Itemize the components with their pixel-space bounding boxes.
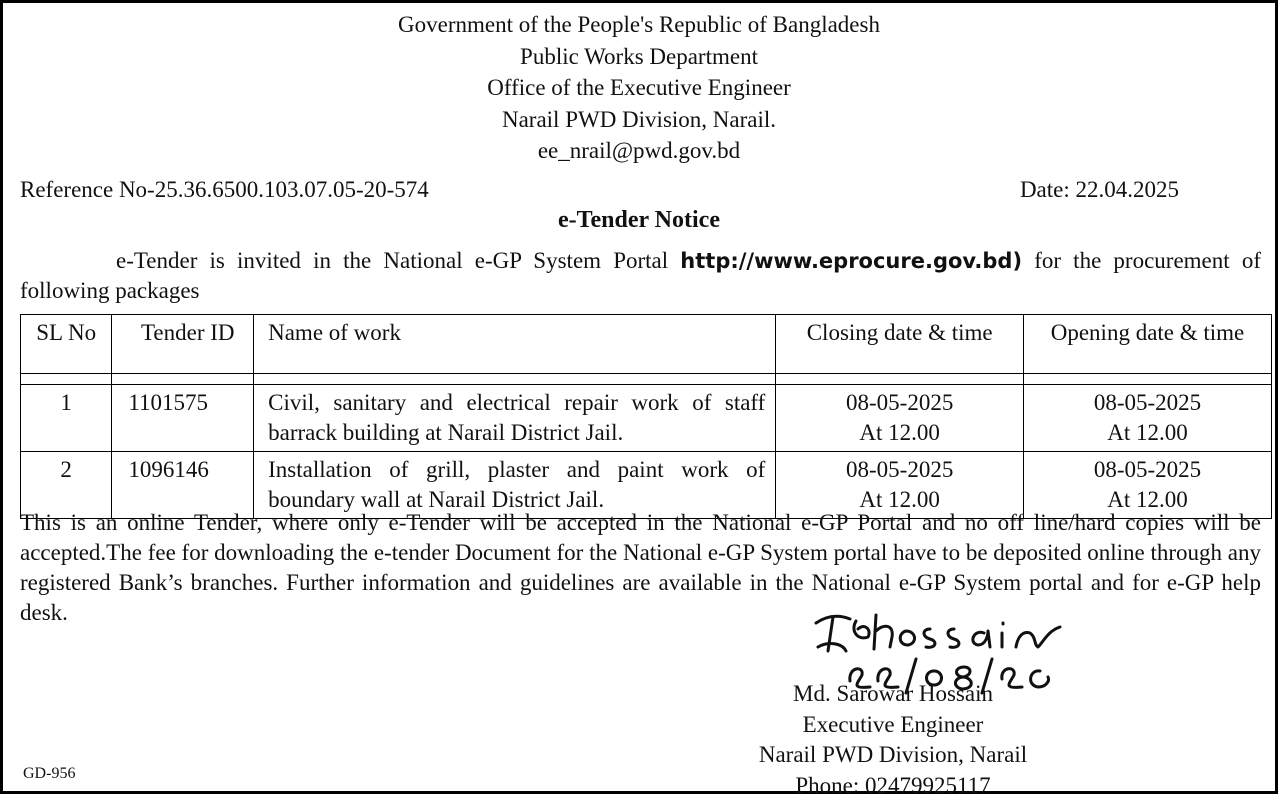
table-spacer-row (21, 374, 1272, 385)
intro-text-before: e-Tender is invited in the National e-GP System Portal (116, 248, 680, 273)
signatory-office: Narail PWD Division, Narail (743, 740, 1043, 771)
letterhead-office: Office of the Executive Engineer (3, 72, 1275, 104)
intro-text-after: for the procurement of following packages (20, 248, 1261, 303)
table-header-row (21, 315, 1272, 374)
reference-line (20, 177, 1179, 203)
header-closing: Closing date & time (776, 315, 1024, 374)
header-name-of-work: Name of work (254, 315, 776, 374)
letterhead-email: ee_nrail@pwd.gov.bd (3, 135, 1275, 167)
signatory-name: Md. Sarowar Hossain (743, 679, 1043, 710)
reference-number: Reference No-25.36.6500.103.07.05-20-574 (20, 177, 429, 203)
intro-paragraph (20, 246, 1261, 306)
row-sl: 2 (21, 452, 112, 519)
header-sl-no: SL No (21, 315, 112, 374)
opening-date: 08-05-2025 (1030, 388, 1265, 418)
signatory-block (743, 679, 1043, 801)
opening-time: At 12.00 (1030, 418, 1265, 448)
header-opening: Opening date & time (1024, 315, 1272, 374)
row-tender-id: 1101575 (112, 385, 254, 452)
letterhead-division: Narail PWD Division, Narail. (3, 104, 1275, 136)
notice-title: e-Tender Notice (3, 207, 1275, 234)
table-row (21, 385, 1272, 452)
closing-date: 08-05-2025 (782, 388, 1017, 418)
row-name-of-work: Installation of grill, plaster and paint work of boundary wall at Narail District Jail. (254, 452, 776, 519)
opening-time: At 12.00 (1030, 485, 1265, 515)
document-code: GD-956 (23, 765, 75, 783)
tender-table (20, 314, 1272, 519)
row-sl: 1 (21, 385, 112, 452)
letterhead (3, 9, 1275, 167)
footer-paragraph: This is an online Tender, where only e-Tender will be accepted in the National e-GP Portal and no off line/hard copies will be accepted.The fee for downloading the e-tender Document for the National e-GP System portal have to be deposited online through any registered Bank’s branches. Further information and guidelines are available in the National e-GP System portal and for e-GP help desk. (20, 508, 1261, 628)
notice-date: Date: 22.04.2025 (1020, 177, 1179, 203)
signatory-phone: Phone: 02479925117 (743, 771, 1043, 801)
opening-date: 08-05-2025 (1030, 455, 1265, 485)
closing-time: At 12.00 (782, 418, 1017, 448)
row-tender-id: 1096146 (112, 452, 254, 519)
closing-time: At 12.00 (782, 485, 1017, 515)
closing-date: 08-05-2025 (782, 455, 1017, 485)
header-tender-id: Tender ID (112, 315, 254, 374)
row-closing (776, 385, 1024, 452)
letterhead-department: Public Works Department (3, 41, 1275, 73)
letterhead-government: Government of the People's Republic of Bangladesh (3, 9, 1275, 41)
row-name-of-work: Civil, sanitary and electrical repair work of staff barrack building at Narail District Jail. (254, 385, 776, 452)
portal-url: http://www.eprocure.gov.bd) (680, 249, 1022, 273)
row-opening (1024, 385, 1272, 452)
signatory-designation: Executive Engineer (743, 710, 1043, 741)
